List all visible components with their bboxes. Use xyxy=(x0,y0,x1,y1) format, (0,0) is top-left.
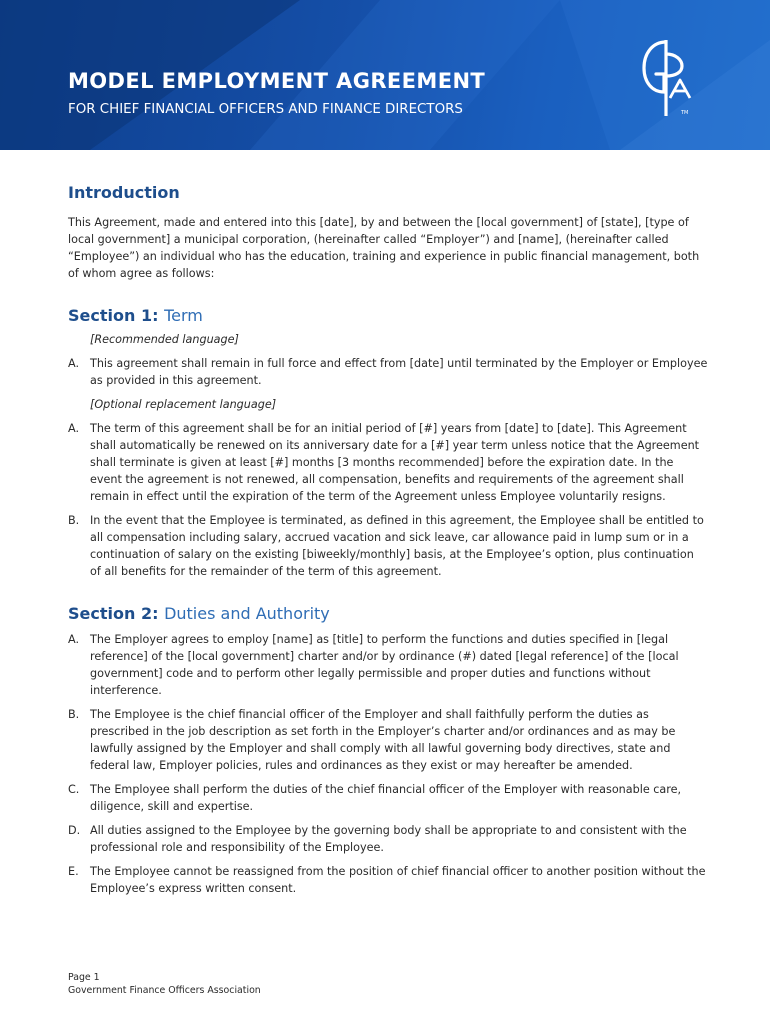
recommended-language-note: [Recommended language] xyxy=(90,333,239,346)
list-item-text: The Employee is the chief financial officer of the Employer and shall faithfully perform the duties as prescribed in the job description as set forth in the Employer’s charter and/or ordinances and as may be lawfully assigned by the Employer and shall comply with all lawful governing body directives, state and federal law, Employer policies, rules and ordinances as they exist or may hereafter be amended. xyxy=(90,708,676,772)
list-item xyxy=(68,420,708,505)
list-item xyxy=(68,822,708,856)
section-1-label: Section 1: xyxy=(68,306,159,325)
list-item-text: The Employee cannot be reassigned from the position of chief financial officer to another position without the Employee’s express written consent. xyxy=(90,865,706,895)
list-item-text: The Employee shall perform the duties of the chief financial officer of the Employer with reasonable care, diligence, skill and expertise. xyxy=(90,783,682,813)
header-banner xyxy=(0,0,770,150)
optional-language-note: [Optional replacement language] xyxy=(90,398,277,411)
footer-organization: Government Finance Officers Association xyxy=(68,985,261,996)
list-item-letter: B. xyxy=(68,708,80,721)
section-1-title: Term xyxy=(164,306,203,325)
document-title: MODEL EMPLOYMENT AGREEMENT xyxy=(68,69,486,93)
page-number: Page 1 xyxy=(68,972,100,983)
list-item-text: The term of this agreement shall be for an initial period of [#] years from [date] to [date]. This Agreement shall automatically be renewed on its anniversary date for a [#] year term unless notice that the Agreement shall terminate is given at least [#] months [3 months recommended] before the expiration date. In the event the agreement is not renewed, all compensation, benefits and requirements of the agreement shall remain in effect until the expiration of the term of the Agreement unless Employee voluntarily resigns. xyxy=(90,422,700,503)
page-footer xyxy=(68,971,261,997)
gfoa-logo-icon xyxy=(640,36,692,120)
list-item xyxy=(68,631,708,699)
logo-trademark: TM xyxy=(681,110,689,116)
section-2-title: Duties and Authority xyxy=(164,604,330,623)
document-subtitle: FOR CHIEF FINANCIAL OFFICERS AND FINANCE DIRECTORS xyxy=(68,102,463,117)
section-2-label: Section 2: xyxy=(68,604,159,623)
list-item-letter: B. xyxy=(68,514,80,527)
list-item-text: In the event that the Employee is terminated, as defined in this agreement, the Employee shall be entitled to all compensation including salary, accrued vacation and sick leave, car allowance paid in lump sum or in a continuation of salary on the existing [biweekly/monthly] basis, at the Employee’s option, plus continuation of all benefits for the remainder of the term of this agreement. xyxy=(90,514,704,578)
list-item xyxy=(68,355,708,389)
intro-paragraph: This Agreement, made and entered into this [date], by and between the [local government] of [state], [type of local government] a municipal corporation, (hereinafter called “Employer”) and [name], (hereinafter called “Employee”) an individual who has the education, training and experience in public financial management, both of whom agree as follows: xyxy=(68,216,700,280)
list-item-letter: D. xyxy=(68,824,81,837)
list-item-letter: C. xyxy=(68,783,80,796)
section-2-heading xyxy=(68,604,708,623)
list-item-text: All duties assigned to the Employee by the governing body shall be appropriate to and consistent with the professional role and responsibility of the Employee. xyxy=(90,824,687,854)
list-item-letter: A. xyxy=(68,422,80,435)
list-item-letter: A. xyxy=(68,357,80,370)
document-body xyxy=(68,183,708,897)
list-item-letter: E. xyxy=(68,865,79,878)
list-item-text: The Employer agrees to employ [name] as [title] to perform the functions and duties specified in [legal reference] of the [local government] charter and/or by ordinance (#) dated [legal reference] of the [local government] code and to perform other legally permissible and proper duties and functions without interference. xyxy=(90,633,679,697)
list-item xyxy=(68,512,708,580)
list-item xyxy=(68,706,708,774)
list-item-text: This agreement shall remain in full force and effect from [date] until terminated by the Employer or Employee as provided in this agreement. xyxy=(90,357,708,387)
list-item-letter: A. xyxy=(68,633,80,646)
intro-heading: Introduction xyxy=(68,183,180,202)
list-item xyxy=(68,781,708,815)
list-item xyxy=(68,863,708,897)
section-1-heading xyxy=(68,306,708,325)
